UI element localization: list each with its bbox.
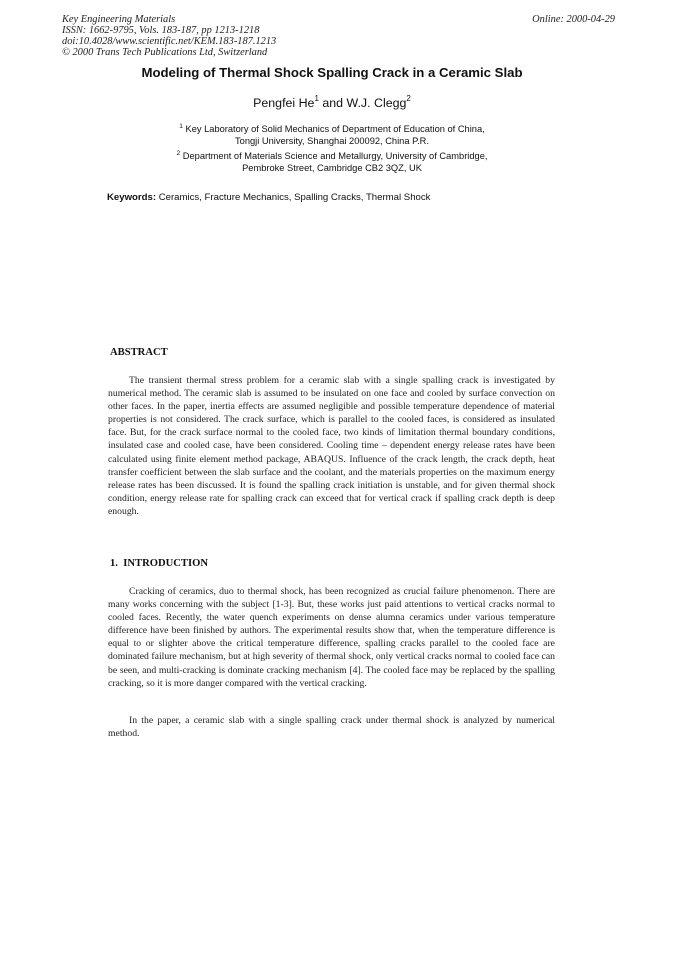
paper-title: Modeling of Thermal Shock Spalling Crack in a Ceramic Slab <box>141 65 523 80</box>
copyright-line: © 2000 Trans Tech Publications Ltd, Switzerland <box>62 47 268 58</box>
author-1-mark: 1 <box>314 94 319 103</box>
author-2-mark: 2 <box>406 94 411 103</box>
author-line <box>0 94 678 110</box>
introduction-heading: 1. INTRODUCTION <box>110 558 209 569</box>
keywords-text: Ceramics, Fracture Mechanics, Spalling Cracks, Thermal Shock <box>158 192 431 203</box>
issn-line: ISSN: 1662-9795, Vols. 183-187, pp 1213-1218 <box>62 25 260 36</box>
abstract-heading: ABSTRACT <box>110 347 168 358</box>
affiliation-1-line2: Tongji University, Shanghai 200092, China P.R. <box>235 135 429 146</box>
affiliation-2-mark: 2 <box>176 150 181 157</box>
journal-name: Key Engineering Materials <box>62 14 176 25</box>
abstract-body: The transient thermal stress problem for a ceramic slab with a single spalling crack is investigated by numerical method. The ceramic slab is assumed to be insulated on one face and cooled by surface convection on other faces. In the paper, inertia effects are assumed negligible and possible temperature dependence of material properties is not considered. The crack surface, which is parallel to the cooled faces, is considered as insulated face. But, for the crack surface normal to the cooled face, two kinds of limitation thermal boundary conditions, insulated case and cooled case, have been considered. Cooling time – dependent energy release rates have been calculated using finite element method package, ABAQUS. Influence of the crack length, the crack depth, heat transfer coefficient between the slab surface and the coolant, and the materials properties on the maximum energy release rates has been discussed. It is found the spalling crack initiation is unstable, and for given thermal shock condition, energy release rate for spalling crack can exceed that for vertical crack if spalling crack depth is deep enough. <box>108 375 555 517</box>
affiliation-1-line1: Key Laboratory of Solid Mechanics of Department of Education of China, <box>185 124 485 134</box>
author-1: Pengfei He <box>253 96 315 110</box>
affiliation-2 <box>0 148 678 174</box>
keywords-line <box>107 192 430 203</box>
affiliation-2-line1: Department of Materials Science and Metallurgy, University of Cambridge, <box>182 151 488 161</box>
keywords-label: Keywords: <box>107 192 157 203</box>
affiliation-1-mark: 1 <box>179 123 183 130</box>
doi-line[interactable]: doi:10.4028/www.scientific.net/KEM.183-187.1213 <box>62 36 277 47</box>
introduction-paragraph-1: Cracking of ceramics, duo to thermal shock, has been recognized as crucial failure phenomenon. There are many works concerning with the subject [1-3]. But, these works just paid attentions to vertical cracks normal to cooled faces. Recently, the water quench experiments on dense alumna ceramics under various temperature difference have been finished by authors. The experimental results show that, when the temperature difference is equal to or slighter above the critical temperature difference, spalling cracks parallel to the cooled face are dominated failure mechanism, but at high severity of thermal shock, only vertical cracks normal to cooled face can be seen, and multi-cracking is dominate cracking mechanism [4]. The cooled face may be replaced by the spalling cracking, so it is more danger compared with the vertical cracking. <box>108 586 555 689</box>
author-joiner: and <box>318 96 347 110</box>
online-date: Online: 2000-04-29 <box>532 14 615 25</box>
author-2: W.J. Clegg <box>346 96 407 110</box>
affiliation-1 <box>0 121 678 147</box>
introduction-paragraph-2: In the paper, a ceramic slab with a single spalling crack under thermal shock is analyzed by numerical method. <box>108 715 555 740</box>
affiliation-2-line2: Pembroke Street, Cambridge CB2 3QZ, UK <box>242 162 422 173</box>
